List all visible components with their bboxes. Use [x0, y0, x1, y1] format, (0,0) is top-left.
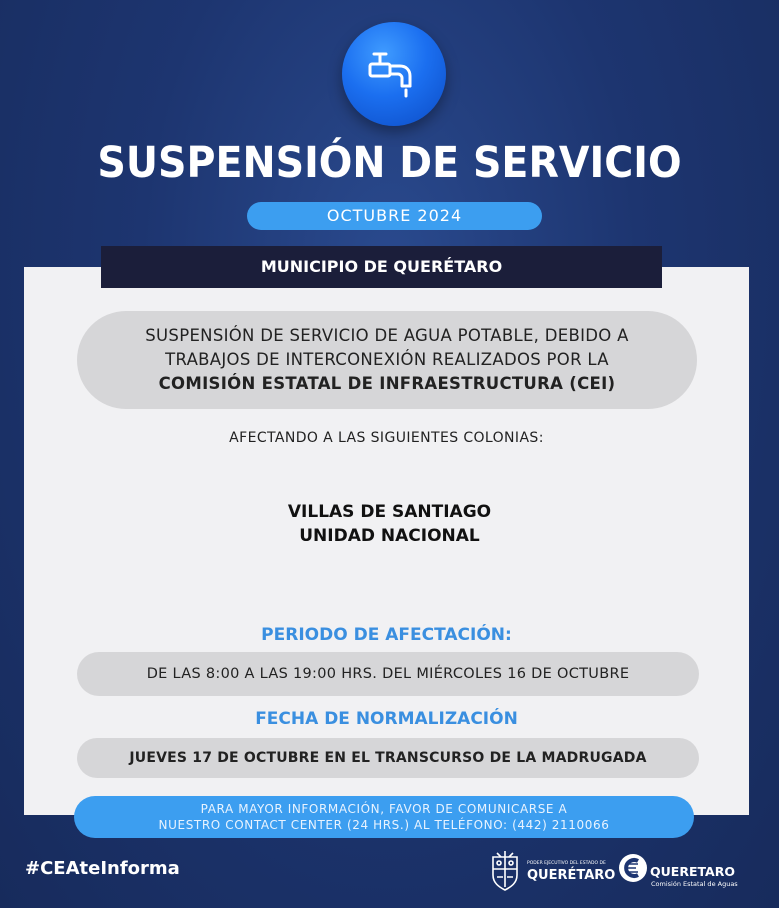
colonias-list [0, 500, 779, 548]
colonia-item: VILLAS DE SANTIAGO [287, 502, 492, 522]
cea-name: QUERETARO [650, 864, 735, 879]
description-line-2: TRABAJOS DE INTERCONEXIÓN REALIZADOS POR LA [165, 350, 609, 369]
contact-line-2: NUESTRO CONTACT CENTER (24 HRS.) AL TELÉFONO: (442) 2110066 [158, 818, 610, 832]
cea-logo [618, 852, 738, 892]
contact-info-banner [74, 796, 694, 838]
hashtag: #CEAteInforma [25, 858, 180, 879]
period-heading: PERIODO DE AFECTACIÓN: [261, 625, 512, 645]
normalization-heading: FECHA DE NORMALIZACIÓN [255, 709, 518, 729]
queretaro-government-logo [487, 849, 616, 895]
cea-subtitle: Comisión Estatal de Aguas [651, 880, 738, 888]
contact-line-1: PARA MAYOR INFORMACIÓN, FAVOR DE COMUNICARSE A [200, 802, 568, 816]
colonia-item: UNIDAD NACIONAL [299, 526, 480, 546]
affected-heading: AFECTANDO A LAS SIGUIENTES COLONIAS: [229, 430, 544, 446]
page-title: SUSPENSIÓN DE SERVICIO [97, 138, 682, 188]
faucet-icon [366, 46, 422, 102]
municipio-banner: MUNICIPIO DE QUERÉTARO [101, 246, 662, 288]
qro-small-text: PODER EJECUTIVO DEL ESTADO DE [527, 861, 606, 866]
description-box [77, 311, 697, 409]
period-box: DE LAS 8:00 A LAS 19:00 HRS. DEL MIÉRCOLES 16 DE OCTUBRE [77, 652, 699, 696]
qro-big-text: QUERÉTARO [527, 868, 616, 883]
cea-emblem-icon [618, 852, 650, 884]
water-faucet-badge [342, 22, 446, 126]
coat-of-arms-icon [487, 849, 523, 893]
month-badge: OCTUBRE 2024 [247, 202, 542, 230]
description-line-1: SUSPENSIÓN DE SERVICIO DE AGUA POTABLE, DEBIDO A [145, 326, 629, 345]
normalization-box: JUEVES 17 DE OCTUBRE EN EL TRANSCURSO DE LA MADRUGADA [77, 738, 699, 778]
description-line-3: COMISIÓN ESTATAL DE INFRAESTRUCTURA (CEI) [158, 374, 616, 393]
